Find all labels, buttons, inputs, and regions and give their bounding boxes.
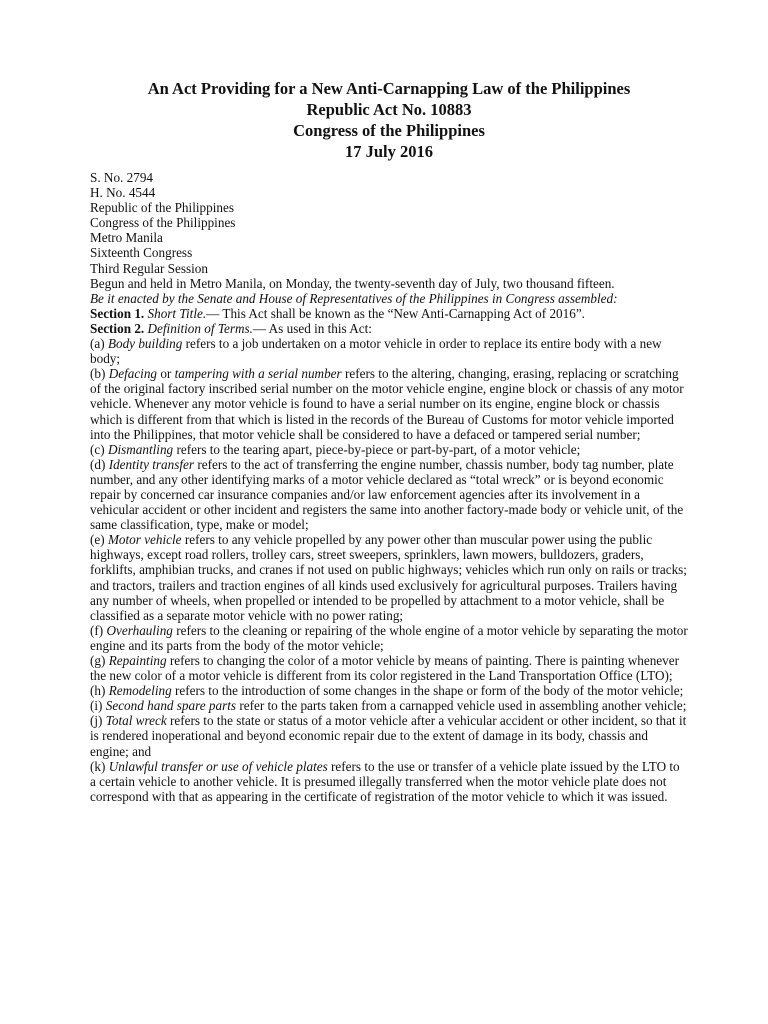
definition-prefix: (k) [90,758,109,774]
section-2-label: Section 2. [90,320,145,336]
definition-prefix: (e) [90,532,108,548]
location-line: Metro Manila [90,230,163,246]
definition-term: Second hand spare parts [105,698,237,714]
definition-prefix: (c) [90,441,108,457]
definition-term: Overhauling [106,622,173,638]
republic-act-number: Republic Act No. 10883 [306,100,472,119]
definition-h [90,683,688,698]
definition-text: refer to the parts taken from a carnapped vehicle used in assembling another vehicle; [236,698,687,714]
begun-line: Begun and held in Metro Manila, on Monday, the twenty-seventh day of July, two thousand fifteen. [90,275,615,291]
definition-k [90,759,688,804]
section-1 [90,306,688,321]
definition-a [90,336,688,366]
republic-line: Republic of the Philippines [90,200,234,216]
definition-term: Body building [107,336,183,352]
definition-prefix: (f) [90,622,107,638]
definition-text: refers to changing the color of a motor vehicle by means of painting. There is painting whenever the new color of a motor vehicle is different from its color registered in the Land Transportation Office (LTO); [90,653,680,684]
section-2 [90,321,688,336]
definition-text: refers to the tearing apart, piece-by-piece or part-by-part, of a motor vehicle; [173,441,581,457]
definition-term: Motor vehicle [107,532,182,548]
senate-number: S. No. 2794 [90,170,154,185]
definition-text: refers to the state or status of a motor vehicle after a vehicular accident or other incident, so that it is rendered inoperational and beyond economic repair due to the extent of damage in its body, chassis and engine; and [90,713,687,759]
definition-prefix: (i) [90,698,106,714]
definition-f [90,623,688,653]
definition-term: Remodeling [108,683,172,699]
definition-text: refers to the cleaning or repairing of the whole engine of a motor vehicle by separating the motor engine and its parts from the body of the motor vehicle; [90,622,688,653]
congress-number-line: Sixteenth Congress [90,245,193,261]
definition-text: refers to the introduction of some changes in the shape or form of the body of the motor vehicle; [171,683,684,699]
definition-prefix: (b) [90,366,109,382]
definition-g [90,653,688,683]
definition-prefix: (h) [90,683,109,699]
definition-term: Repainting [108,653,167,668]
section-2-text: — As used in this Act: [252,320,372,336]
congress-line: Congress of the Philippines [90,215,236,231]
definition-term: Unlawful transfer or use of vehicle plates [108,758,328,774]
definition-text: refers to a job undertaken on a motor vehicle in order to replace its entire body with a new body; [90,336,662,367]
definition-text: refers to the act of transferring the engine number, chassis number, body tag number, plate number, and any other identifying marks of a motor vehicle declared as “total wreck” or is beyond economic repair by concerned car insurance companies and/or law enforcement agencies after its involvement in a vehicular accident or other incident and registers the same into another factory-made body or vehicle unit, of the same classification, type, make or model; [90,456,684,533]
house-number: H. No. 4544 [90,185,156,201]
congress-heading: Congress of the Philippines [293,121,485,140]
definition-text: refers to the use or transfer of a vehicle plate issued by the LTO to a certain vehicle to another vehicle. It is presumed illegally transferred when the motor vehicle plate does not correspond with that as appearing in the certificate of registration of the motor vehicle to which it was issued. [90,758,680,804]
section-1-text: — This Act shall be known as the “New Anti-Carnapping Act of 2016”. [206,305,585,321]
section-1-title: Short Title. [147,305,207,321]
definition-connector: or [157,366,175,382]
definition-term: tampering with a serial number [174,366,342,382]
definition-prefix: (g) [90,653,109,668]
enacting-clause: Be it enacted by the Senate and House of Representatives of the Philippines in Congress assembled: [90,290,618,306]
definition-text: refers to the altering, changing, erasing, replacing or scratching of the original factory inscribed serial number on the motor vehicle engine, engine block or chassis of any motor vehicle. Whenever any motor vehicle is found to have a serial number on its engine, engine block or chassis which is different from that which is listed in the records of the Bureau of Customs for motor vehicle imported into the Philippines, that motor vehicle shall be considered to have a defaced or tampered serial number; [90,366,684,442]
definition-c [90,442,688,457]
act-date: 17 July 2016 [344,142,433,161]
document-body [90,170,688,804]
session-line: Third Regular Session [90,260,208,276]
definition-term: Defacing [108,366,158,382]
definition-text: refers to any vehicle propelled by any power other than muscular power using the public highways, except road rollers, trolley cars, street sweepers, sprinklers, lawn mowers, bulldozers, graders, forklifts, amphibian trucks, and cranes if not used on public highways; vehicles which run only on rails or tracks; and tractors, trailers and traction engines of all kinds used exclusively for agricultural purposes. Trailers having any number of wheels, when propelled or intended to be propelled by attachment to a motor vehicle, shall be classified as a separate motor vehicle with no power rating; [90,532,687,623]
definition-b [90,366,688,441]
definition-term: Identity transfer [108,456,195,472]
definition-term: Total wreck [105,713,167,729]
section-2-title: Definition of Terms. [147,320,253,336]
definition-e [90,532,688,623]
definition-prefix: (a) [90,336,108,352]
definition-prefix: (j) [90,713,106,729]
definition-j [90,713,688,758]
definition-term: Dismantling [107,441,174,457]
document-header [90,78,688,162]
definition-i [90,698,688,713]
act-title: An Act Providing for a New Anti-Carnapping Law of the Philippines [147,79,631,98]
section-1-label: Section 1. [90,305,145,321]
definition-prefix: (d) [90,456,109,472]
definition-d [90,457,688,532]
